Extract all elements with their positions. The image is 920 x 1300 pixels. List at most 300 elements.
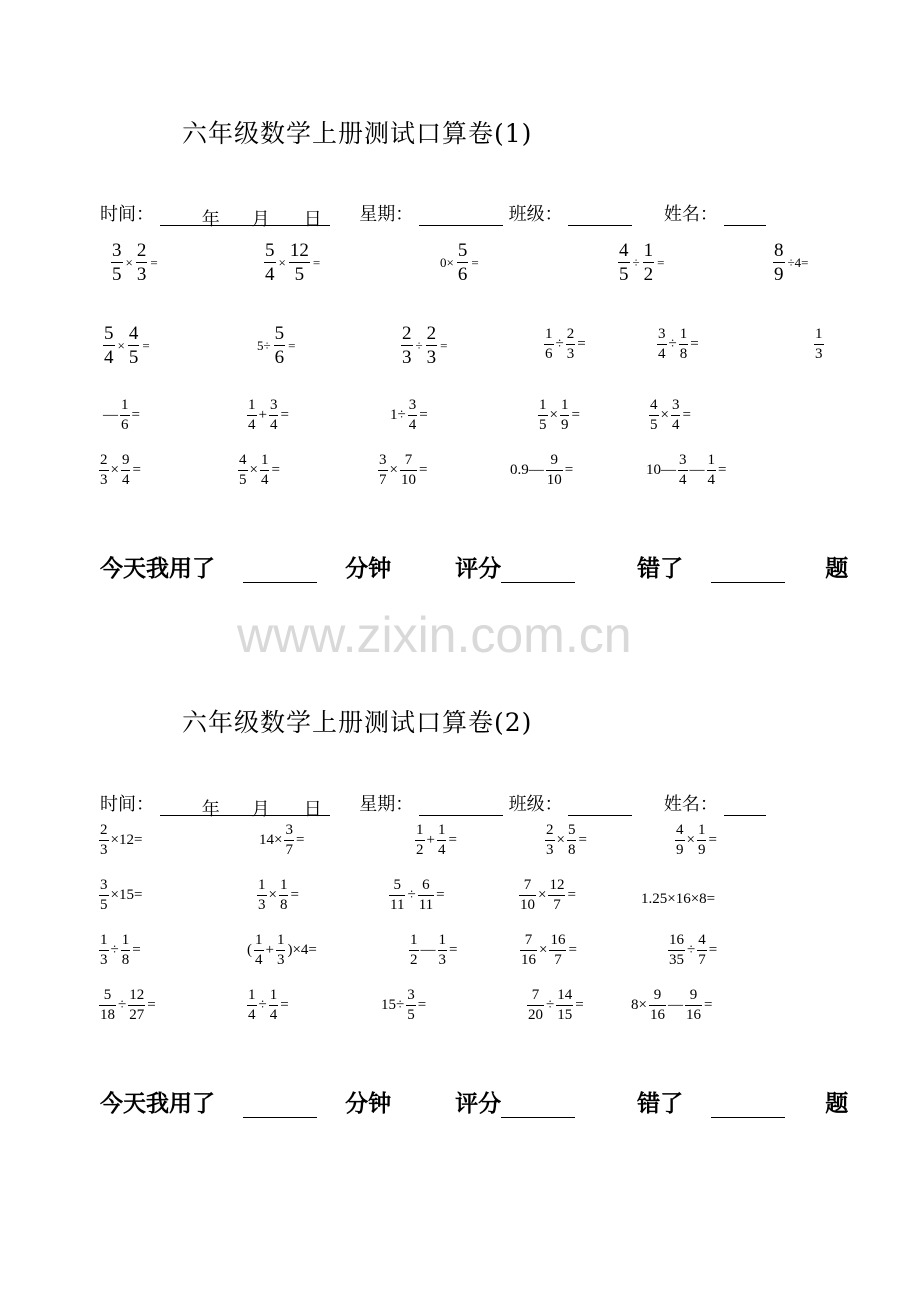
denominator: 9 (697, 842, 706, 858)
fraction-bar (538, 415, 548, 416)
numerator: 5 (393, 877, 401, 893)
numerator: 9 (653, 987, 662, 1003)
denominator: 2 (410, 952, 418, 968)
wrong-count-field[interactable] (711, 1093, 785, 1118)
time-label: 时间： (100, 794, 154, 815)
numerator: 1 (707, 452, 715, 468)
problem (98, 453, 142, 488)
denominator: 6 (274, 347, 285, 368)
fraction-bar (389, 895, 405, 896)
fraction-bar (406, 1005, 416, 1006)
fraction-bar (128, 1005, 145, 1006)
denominator: 4 (255, 952, 263, 968)
operator: = (150, 255, 158, 270)
fraction (99, 823, 109, 858)
operator: × (278, 255, 286, 270)
operator: = (271, 462, 280, 478)
fraction-bar (247, 415, 257, 416)
numerator: 3 (269, 397, 278, 413)
fraction (545, 823, 555, 858)
problem (667, 933, 718, 968)
denominator: 3 (566, 346, 575, 362)
operator: = (571, 407, 580, 423)
fraction (238, 453, 248, 488)
fraction-bar (121, 470, 131, 471)
fraction-bar (99, 950, 109, 951)
fraction (264, 241, 276, 284)
problem (543, 327, 587, 362)
numerator: 5 (265, 240, 275, 261)
fraction-bar (257, 895, 267, 896)
fraction-bar (678, 470, 688, 471)
numerator: 1 (815, 326, 823, 342)
problem (544, 823, 588, 858)
numerator: 3 (100, 877, 108, 893)
numerator: 1 (258, 877, 266, 893)
day-label: 日 (303, 209, 322, 230)
denominator: 5 (100, 897, 108, 913)
problem (237, 453, 281, 488)
denominator: 4 (707, 472, 715, 488)
fraction-bar (697, 840, 707, 841)
footer-wrong-label: 错了 (637, 1091, 684, 1117)
problem (630, 988, 713, 1023)
operator: × (389, 462, 398, 478)
operator: 14× (259, 832, 283, 848)
denominator: 16 (521, 952, 536, 968)
fraction-bar (697, 950, 707, 951)
weekday-label: 星期： (359, 794, 414, 815)
fraction-bar (618, 262, 630, 263)
fraction-bar (426, 345, 438, 346)
operator: = (131, 407, 140, 423)
fraction-bar (400, 470, 417, 471)
minutes-field[interactable] (243, 558, 317, 583)
problem (246, 933, 318, 968)
numerator: 2 (100, 452, 108, 468)
denominator: 3 (100, 952, 108, 968)
numerator: 1 (697, 822, 706, 838)
fraction (274, 324, 286, 367)
operator: + (265, 942, 274, 958)
denominator: 3 (546, 842, 554, 858)
name-field[interactable] (724, 795, 766, 816)
numerator: 1 (260, 452, 269, 468)
fraction (111, 241, 123, 284)
fraction (668, 933, 685, 968)
denominator: 4 (658, 346, 666, 362)
fraction-bar (247, 1005, 257, 1006)
denominator: 4 (265, 264, 275, 285)
fraction-bar (111, 262, 123, 263)
fraction-bar (549, 950, 566, 951)
name-label: 姓名： (663, 794, 718, 815)
operator: 1.25×16×8= (641, 891, 716, 907)
denominator: 2 (643, 264, 654, 285)
fraction-bar (254, 950, 264, 951)
operator: = (440, 338, 448, 353)
footer-minutes-label: 分钟 (345, 1091, 392, 1117)
operator: × (556, 832, 565, 848)
numerator: 7 (523, 877, 532, 893)
fraction-bar (643, 262, 655, 263)
problem (408, 933, 458, 968)
operator: × (686, 832, 695, 848)
fraction-bar (264, 262, 276, 263)
wrong-count-field[interactable] (711, 558, 785, 583)
operator: = (568, 942, 577, 958)
fraction-bar (556, 1005, 573, 1006)
fraction (549, 933, 566, 968)
numerator: 5 (104, 323, 114, 344)
problem (772, 241, 810, 284)
denominator: 5 (112, 264, 122, 285)
fraction-bar (415, 840, 425, 841)
problem (389, 398, 429, 433)
operator: × (125, 255, 133, 270)
denominator: 4 (104, 347, 114, 368)
denominator: 4 (248, 1007, 256, 1023)
denominator: 35 (669, 952, 684, 968)
numerator: 9 (121, 452, 130, 468)
footer-questions-label: 题 (825, 1091, 849, 1117)
numerator: 4 (128, 323, 139, 344)
fraction-bar (99, 470, 109, 471)
fraction (538, 398, 548, 433)
denominator: 7 (554, 952, 562, 968)
fraction (406, 988, 416, 1023)
operator: = (417, 997, 427, 1013)
numerator: 5 (103, 987, 112, 1003)
class-field[interactable] (568, 205, 632, 226)
numerator: 1 (410, 932, 418, 948)
denominator: 10 (546, 472, 562, 488)
operator: = (448, 832, 457, 848)
problem (414, 823, 458, 858)
fraction-bar (649, 415, 659, 416)
problem (110, 241, 160, 284)
fraction (99, 453, 109, 488)
fraction-bar (269, 415, 279, 416)
weekday-field[interactable] (419, 205, 503, 226)
year-label: 年 (201, 799, 220, 820)
fraction (618, 241, 630, 284)
denominator: 5 (239, 472, 247, 488)
numerator: 7 (404, 452, 413, 468)
operator: ÷ (632, 255, 640, 270)
fraction-bar (121, 950, 131, 951)
operator: ÷ (668, 336, 677, 352)
fraction (707, 453, 717, 488)
operator: 8× (631, 997, 647, 1013)
fraction (289, 241, 310, 284)
operator: = (657, 255, 665, 270)
problem (648, 398, 692, 433)
numerator: 16 (550, 932, 566, 948)
fraction (276, 933, 286, 968)
date-field[interactable] (160, 205, 330, 230)
fraction (284, 823, 294, 858)
problem (258, 823, 305, 858)
numerator: 8 (774, 240, 784, 261)
fraction-bar (418, 895, 434, 896)
problem (377, 453, 428, 488)
problem (537, 398, 581, 433)
fraction-bar (671, 415, 681, 416)
denominator: 10 (520, 897, 535, 913)
fraction-bar (136, 262, 148, 263)
fraction-bar (566, 344, 576, 345)
operator: 1÷ (390, 407, 406, 423)
problem (645, 453, 727, 488)
denominator: 4 (671, 417, 680, 433)
denominator: 4 (121, 472, 130, 488)
fraction-bar (675, 840, 685, 841)
day-label: 日 (303, 799, 322, 820)
operator: × (268, 887, 277, 903)
operator: = (703, 997, 713, 1013)
operator: = (290, 887, 299, 903)
denominator: 7 (553, 897, 561, 913)
fraction-bar (438, 950, 448, 951)
operator: 0× (440, 255, 454, 270)
numerator: 6 (422, 877, 430, 893)
fraction-bar (128, 345, 140, 346)
numerator: 1 (121, 932, 130, 948)
problem (617, 241, 666, 284)
minutes-field[interactable] (243, 1093, 317, 1118)
fraction (389, 878, 405, 913)
operator: ÷ (407, 887, 416, 903)
problem (813, 327, 825, 362)
denominator: 5 (619, 264, 629, 285)
fraction (269, 988, 279, 1023)
denominator: 9 (676, 842, 684, 858)
operator: × (538, 887, 547, 903)
fraction-bar (409, 950, 419, 951)
problem (640, 892, 716, 907)
operator: = (578, 832, 587, 848)
fraction (679, 327, 689, 362)
operator: = (147, 997, 156, 1013)
fraction-bar (289, 262, 310, 263)
numerator: 1 (100, 932, 108, 948)
fraction-bar (773, 262, 785, 263)
footer-used-label: 今天我用了 (100, 556, 215, 582)
operator: ×12= (110, 832, 143, 848)
numerator: 1 (121, 397, 129, 413)
operator: × (117, 338, 125, 353)
denominator: 4 (269, 417, 278, 433)
time-label: 时间： (100, 204, 154, 225)
denominator: 6 (545, 346, 553, 362)
problem (519, 933, 578, 968)
fraction-bar (520, 950, 537, 951)
fraction (99, 878, 109, 913)
class-label: 班级： (508, 794, 563, 815)
denominator: 7 (379, 472, 387, 488)
operator: = (564, 462, 574, 478)
numerator: 9 (550, 452, 558, 468)
denominator: 5 (650, 417, 658, 433)
fraction (121, 453, 131, 488)
numerator: 1 (416, 822, 424, 838)
operator: ÷ (687, 942, 696, 958)
fraction (426, 324, 438, 367)
fraction-bar (567, 840, 577, 841)
score-field[interactable] (501, 558, 575, 583)
fraction (247, 398, 257, 433)
denominator: 4 (408, 417, 417, 433)
fraction (136, 241, 148, 284)
numerator: 1 (545, 326, 553, 342)
numerator: 2 (426, 323, 437, 344)
fraction (567, 823, 577, 858)
fraction (649, 398, 659, 433)
operator: ÷ (546, 997, 555, 1013)
fraction (418, 878, 434, 913)
fraction (697, 933, 707, 968)
class-field[interactable] (568, 795, 632, 816)
numerator: 4 (650, 397, 658, 413)
problem (380, 988, 427, 1023)
numerator: 16 (669, 932, 684, 948)
problem (246, 398, 290, 433)
operator: = (690, 336, 699, 352)
fraction-bar (814, 344, 824, 345)
fraction (527, 988, 544, 1023)
numerator: 3 (379, 452, 387, 468)
denominator: 5 (128, 347, 139, 368)
numerator: 5 (274, 323, 285, 344)
fraction (671, 398, 681, 433)
denominator: 10 (400, 472, 416, 488)
fraction-bar (679, 344, 689, 345)
fraction-bar (668, 950, 685, 951)
numerator: 2 (136, 240, 147, 261)
denominator: 4 (260, 472, 269, 488)
fraction (247, 988, 257, 1023)
class-label: 班级： (508, 204, 563, 225)
name-field[interactable] (724, 205, 766, 226)
watermark: www.zixin.com.cn (237, 607, 632, 663)
fraction (520, 933, 537, 968)
weekday-field[interactable] (419, 795, 503, 816)
fraction-bar (99, 840, 109, 841)
footer-score-label: 评分 (455, 1091, 502, 1117)
denominator: 11 (390, 897, 405, 913)
footer-score-label: 评分 (455, 556, 502, 582)
fraction-bar (99, 1005, 116, 1006)
fraction (401, 324, 413, 367)
fraction-bar (546, 470, 563, 471)
fraction (99, 988, 116, 1023)
denominator: 3 (276, 952, 285, 968)
numerator: 12 (289, 240, 309, 261)
numerator: 1 (438, 932, 446, 948)
fraction (99, 933, 109, 968)
operator: ÷ (118, 997, 127, 1013)
fraction (103, 324, 115, 367)
fraction (566, 327, 576, 362)
problem (256, 878, 300, 913)
numerator: 12 (549, 877, 565, 893)
numerator: 14 (557, 987, 573, 1003)
fraction (438, 933, 448, 968)
fraction-bar (274, 345, 286, 346)
denominator: 3 (100, 472, 108, 488)
denominator: 6 (121, 417, 129, 433)
numerator: 1 (539, 397, 547, 413)
numerator: 4 (676, 822, 684, 838)
fraction-bar (120, 415, 130, 416)
fraction (697, 823, 707, 858)
fraction (556, 988, 573, 1023)
problem (388, 878, 446, 913)
operator: = (288, 338, 296, 353)
student-info-row-2 (100, 790, 766, 820)
score-field[interactable] (501, 1093, 575, 1118)
numerator: 12 (129, 987, 145, 1003)
operator: = (449, 942, 458, 958)
denominator: 11 (418, 897, 434, 913)
denominator: 8 (279, 897, 288, 913)
denominator: 18 (100, 1007, 115, 1023)
problem (400, 324, 449, 367)
fraction-bar (560, 415, 570, 416)
numerator: 2 (566, 326, 575, 342)
date-field[interactable] (160, 795, 330, 820)
operator: — (103, 407, 118, 423)
fraction (408, 398, 418, 433)
fraction (657, 327, 667, 362)
month-label: 月 (251, 209, 270, 230)
fraction (649, 988, 666, 1023)
denominator: 5 (407, 1007, 415, 1023)
operator: + (258, 407, 267, 423)
denominator: 9 (774, 264, 784, 285)
operator: — (420, 942, 436, 958)
operator: = (142, 338, 150, 353)
numerator: 4 (619, 240, 629, 261)
operator: 0.9— (510, 462, 544, 478)
numerator: 3 (407, 987, 415, 1003)
operator: ÷4= (787, 255, 809, 270)
denominator: 3 (438, 952, 446, 968)
numerator: 5 (457, 240, 468, 261)
footer-row-2 (100, 1085, 848, 1118)
denominator: 16 (649, 1007, 665, 1023)
operator: = (418, 462, 428, 478)
numerator: 7 (524, 932, 533, 948)
fraction-bar (276, 950, 286, 951)
name-label: 姓名： (663, 204, 718, 225)
operator: = (577, 336, 586, 352)
footer-wrong-label: 错了 (637, 556, 684, 582)
operator: ÷ (258, 997, 267, 1013)
fraction (519, 878, 536, 913)
worksheet-title-2: 六年级数学上册测试口算卷(2) (182, 708, 533, 737)
problem (674, 823, 718, 858)
operator: = (436, 887, 445, 903)
numerator: 1 (679, 326, 688, 342)
operator: = (132, 942, 141, 958)
fraction (675, 823, 685, 858)
denominator: 15 (557, 1007, 573, 1023)
fraction-bar (103, 345, 115, 346)
operator: = (708, 942, 718, 958)
month-label: 月 (251, 799, 270, 820)
